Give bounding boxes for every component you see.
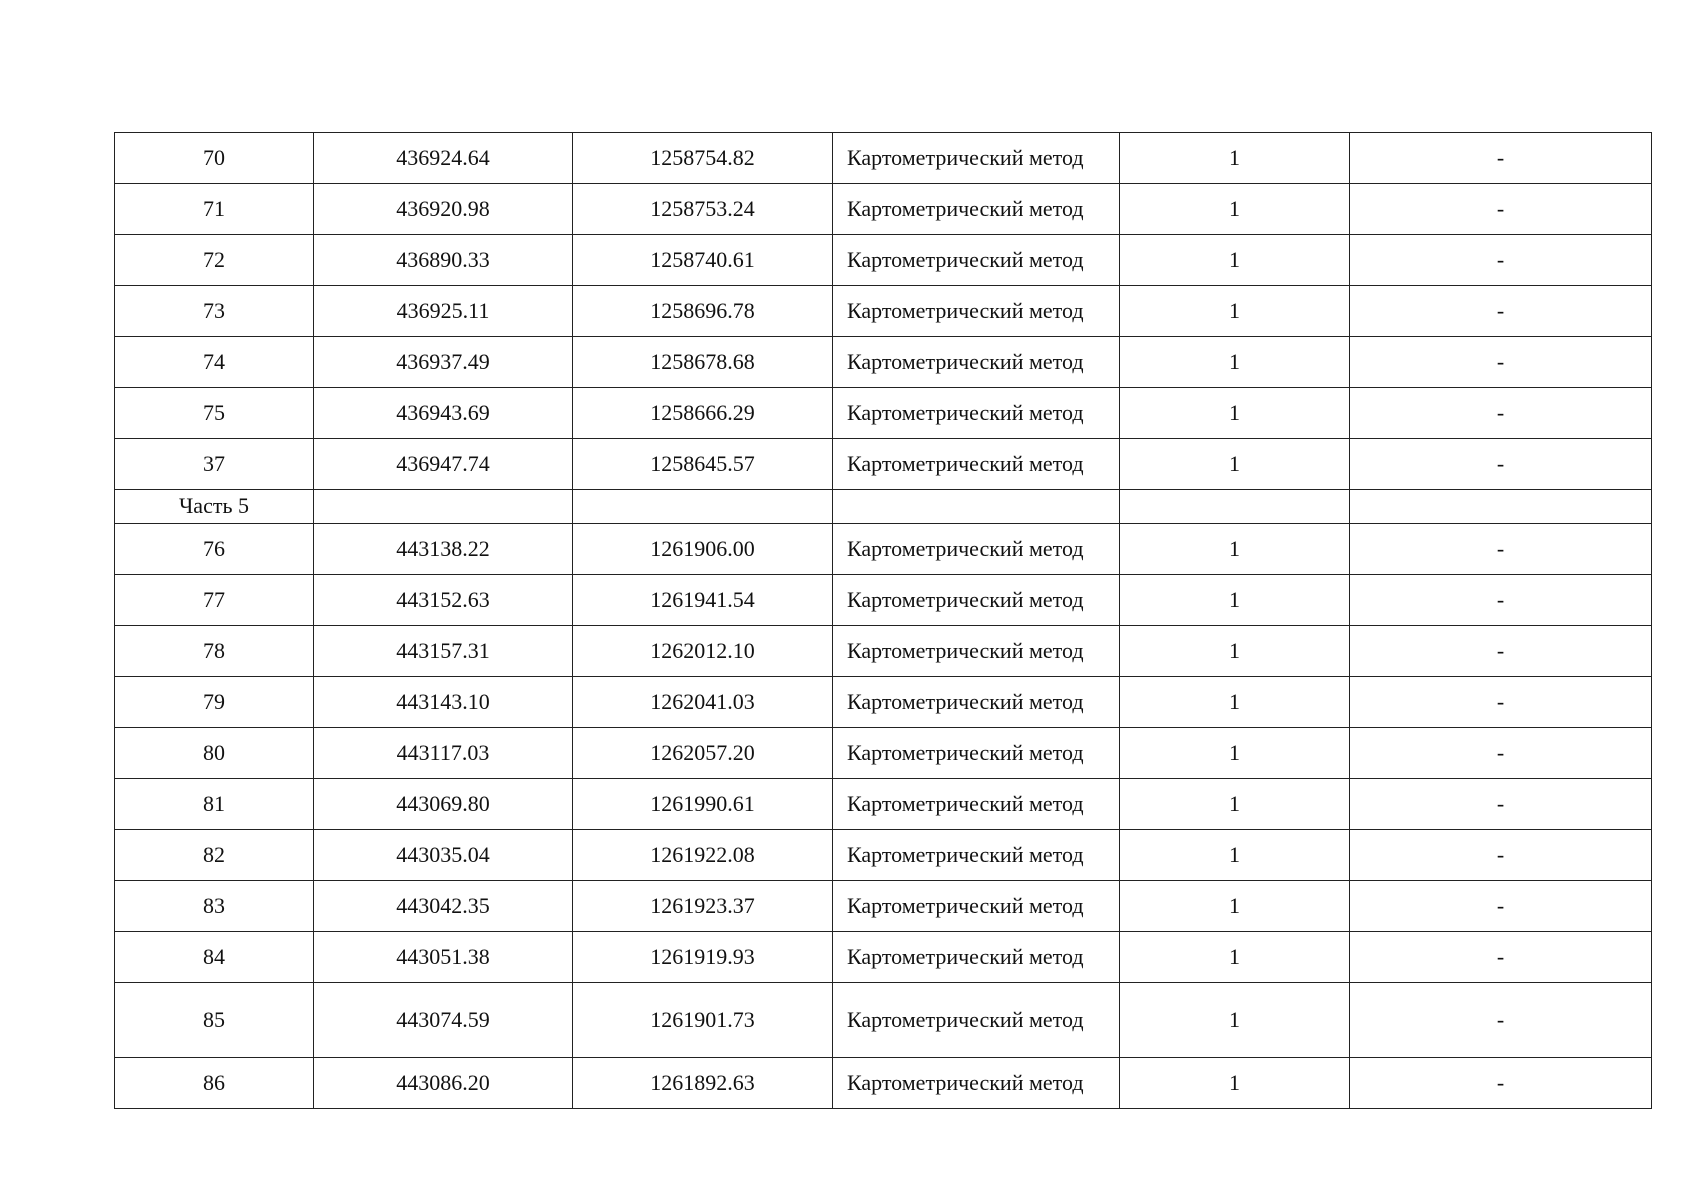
x-coordinate-cell: 443035.04 (314, 830, 573, 881)
y-coordinate-cell: 1258754.82 (573, 133, 833, 184)
note-cell: - (1350, 575, 1652, 626)
point-number-cell: 78 (115, 626, 314, 677)
empty-cell (314, 490, 573, 524)
x-coordinate-cell: 436924.64 (314, 133, 573, 184)
coordinates-table (114, 132, 1652, 1109)
note-cell: - (1350, 626, 1652, 677)
method-cell: Картометрический метод (833, 677, 1120, 728)
accuracy-cell: 1 (1120, 388, 1350, 439)
table-row (115, 881, 1652, 932)
method-cell: Картометрический метод (833, 286, 1120, 337)
table-row (115, 677, 1652, 728)
note-cell: - (1350, 830, 1652, 881)
table-row (115, 932, 1652, 983)
y-coordinate-cell: 1261919.93 (573, 932, 833, 983)
note-cell: - (1350, 779, 1652, 830)
x-coordinate-cell: 443157.31 (314, 626, 573, 677)
accuracy-cell: 1 (1120, 235, 1350, 286)
y-coordinate-cell: 1261941.54 (573, 575, 833, 626)
method-cell: Картометрический метод (833, 728, 1120, 779)
y-coordinate-cell: 1261923.37 (573, 881, 833, 932)
point-number-cell: 37 (115, 439, 314, 490)
x-coordinate-cell: 436925.11 (314, 286, 573, 337)
note-cell: - (1350, 184, 1652, 235)
method-cell: Картометрический метод (833, 575, 1120, 626)
x-coordinate-cell: 443086.20 (314, 1058, 573, 1109)
y-coordinate-cell: 1258666.29 (573, 388, 833, 439)
x-coordinate-cell: 443042.35 (314, 881, 573, 932)
note-cell: - (1350, 286, 1652, 337)
method-cell: Картометрический метод (833, 388, 1120, 439)
accuracy-cell: 1 (1120, 983, 1350, 1058)
note-cell: - (1350, 524, 1652, 575)
part-header-row (115, 490, 1652, 524)
method-cell: Картометрический метод (833, 779, 1120, 830)
table-row (115, 983, 1652, 1058)
method-cell: Картометрический метод (833, 524, 1120, 575)
table-row (115, 575, 1652, 626)
method-cell: Картометрический метод (833, 1058, 1120, 1109)
accuracy-cell: 1 (1120, 286, 1350, 337)
table-row (115, 626, 1652, 677)
accuracy-cell: 1 (1120, 677, 1350, 728)
y-coordinate-cell: 1261906.00 (573, 524, 833, 575)
point-number-cell: 70 (115, 133, 314, 184)
empty-cell (1120, 490, 1350, 524)
note-cell: - (1350, 133, 1652, 184)
x-coordinate-cell: 436947.74 (314, 439, 573, 490)
method-cell: Картометрический метод (833, 830, 1120, 881)
empty-cell (833, 490, 1120, 524)
point-number-cell: 72 (115, 235, 314, 286)
y-coordinate-cell: 1261892.63 (573, 1058, 833, 1109)
note-cell: - (1350, 235, 1652, 286)
method-cell: Картометрический метод (833, 881, 1120, 932)
coordinates-table-body (115, 133, 1652, 1109)
point-number-cell: 71 (115, 184, 314, 235)
x-coordinate-cell: 443152.63 (314, 575, 573, 626)
method-cell: Картометрический метод (833, 932, 1120, 983)
method-cell: Картометрический метод (833, 439, 1120, 490)
accuracy-cell: 1 (1120, 439, 1350, 490)
note-cell: - (1350, 728, 1652, 779)
y-coordinate-cell: 1258753.24 (573, 184, 833, 235)
x-coordinate-cell: 443051.38 (314, 932, 573, 983)
accuracy-cell: 1 (1120, 830, 1350, 881)
point-number-cell: 75 (115, 388, 314, 439)
method-cell: Картометрический метод (833, 626, 1120, 677)
empty-cell (573, 490, 833, 524)
method-cell: Картометрический метод (833, 133, 1120, 184)
note-cell: - (1350, 1058, 1652, 1109)
y-coordinate-cell: 1262041.03 (573, 677, 833, 728)
empty-cell (1350, 490, 1652, 524)
table-row (115, 235, 1652, 286)
accuracy-cell: 1 (1120, 337, 1350, 388)
accuracy-cell: 1 (1120, 932, 1350, 983)
table-row (115, 524, 1652, 575)
table-row (115, 728, 1652, 779)
x-coordinate-cell: 436890.33 (314, 235, 573, 286)
note-cell: - (1350, 677, 1652, 728)
accuracy-cell: 1 (1120, 184, 1350, 235)
note-cell: - (1350, 337, 1652, 388)
method-cell: Картометрический метод (833, 337, 1120, 388)
y-coordinate-cell: 1261990.61 (573, 779, 833, 830)
point-number-cell: 73 (115, 286, 314, 337)
accuracy-cell: 1 (1120, 728, 1350, 779)
y-coordinate-cell: 1258740.61 (573, 235, 833, 286)
y-coordinate-cell: 1261901.73 (573, 983, 833, 1058)
method-cell: Картометрический метод (833, 235, 1120, 286)
point-number-cell: 80 (115, 728, 314, 779)
x-coordinate-cell: 443074.59 (314, 983, 573, 1058)
table-row (115, 439, 1652, 490)
y-coordinate-cell: 1258696.78 (573, 286, 833, 337)
accuracy-cell: 1 (1120, 524, 1350, 575)
accuracy-cell: 1 (1120, 575, 1350, 626)
part-label: Часть 5 (115, 490, 314, 524)
table-row (115, 286, 1652, 337)
point-number-cell: 85 (115, 983, 314, 1058)
point-number-cell: 74 (115, 337, 314, 388)
table-row (115, 133, 1652, 184)
y-coordinate-cell: 1258645.57 (573, 439, 833, 490)
note-cell: - (1350, 439, 1652, 490)
note-cell: - (1350, 932, 1652, 983)
point-number-cell: 86 (115, 1058, 314, 1109)
method-cell: Картометрический метод (833, 983, 1120, 1058)
accuracy-cell: 1 (1120, 133, 1350, 184)
x-coordinate-cell: 443069.80 (314, 779, 573, 830)
x-coordinate-cell: 436920.98 (314, 184, 573, 235)
point-number-cell: 76 (115, 524, 314, 575)
table-row (115, 830, 1652, 881)
accuracy-cell: 1 (1120, 1058, 1350, 1109)
x-coordinate-cell: 436943.69 (314, 388, 573, 439)
x-coordinate-cell: 443117.03 (314, 728, 573, 779)
x-coordinate-cell: 436937.49 (314, 337, 573, 388)
table-row (115, 388, 1652, 439)
note-cell: - (1350, 983, 1652, 1058)
y-coordinate-cell: 1261922.08 (573, 830, 833, 881)
y-coordinate-cell: 1258678.68 (573, 337, 833, 388)
x-coordinate-cell: 443143.10 (314, 677, 573, 728)
accuracy-cell: 1 (1120, 779, 1350, 830)
point-number-cell: 84 (115, 932, 314, 983)
point-number-cell: 77 (115, 575, 314, 626)
table-row (115, 337, 1652, 388)
method-cell: Картометрический метод (833, 184, 1120, 235)
table-row (115, 1058, 1652, 1109)
accuracy-cell: 1 (1120, 881, 1350, 932)
accuracy-cell: 1 (1120, 626, 1350, 677)
point-number-cell: 82 (115, 830, 314, 881)
point-number-cell: 81 (115, 779, 314, 830)
y-coordinate-cell: 1262012.10 (573, 626, 833, 677)
point-number-cell: 79 (115, 677, 314, 728)
note-cell: - (1350, 388, 1652, 439)
x-coordinate-cell: 443138.22 (314, 524, 573, 575)
table-row (115, 779, 1652, 830)
point-number-cell: 83 (115, 881, 314, 932)
y-coordinate-cell: 1262057.20 (573, 728, 833, 779)
note-cell: - (1350, 881, 1652, 932)
table-row (115, 184, 1652, 235)
